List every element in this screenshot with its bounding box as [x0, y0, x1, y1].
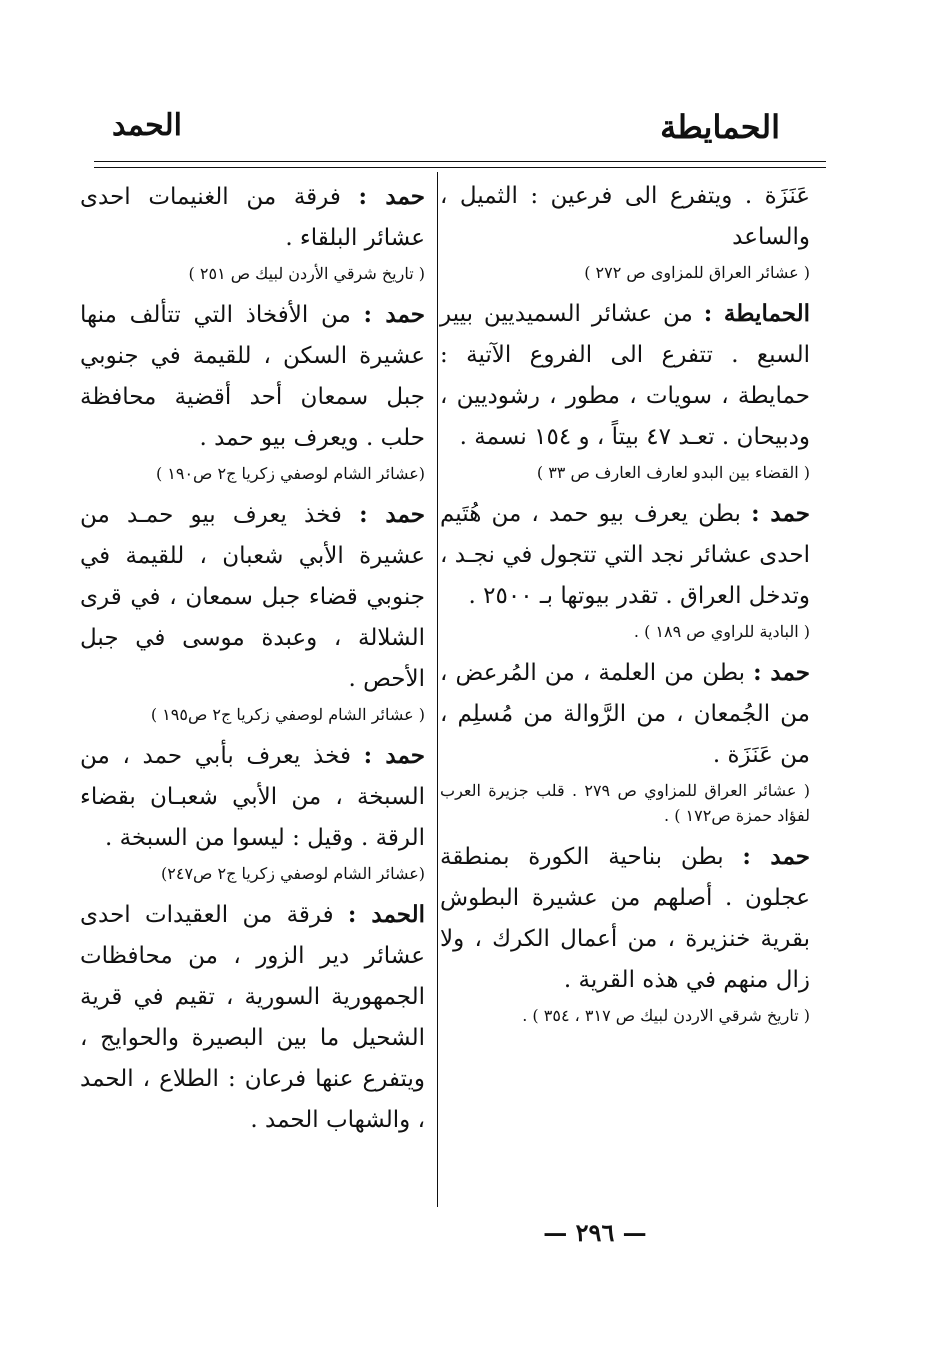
right-column [440, 176, 810, 1036]
entry [440, 293, 810, 485]
entry-citation: ( القضاء بين البدو لعارف العارف ص ٣٣ ) [536, 463, 810, 482]
entry-heading: الحمايطة : [703, 300, 811, 327]
entry-body [80, 294, 425, 459]
entry [440, 836, 810, 1028]
entry [80, 735, 425, 886]
entry-body [80, 494, 425, 700]
entry-body [440, 293, 810, 458]
entry-body [80, 894, 425, 1141]
entry-citation: ( تاريخ شرقي الاردن لبيك ص ٣١٧ ، ٣٥٤ ) . [522, 1006, 810, 1025]
entry-body [440, 493, 810, 617]
entry-text: بطن بناحية الكورة بمنطقة عجلون . أصلهم من عشيرة البطوش بقرية خنزيرة ، من أعمال الكرك ، ولا زال منهم في هذه القرية . [440, 844, 810, 993]
column-divider [437, 172, 438, 1207]
entry-text: من عشائر السميديين بيير السبع . تتفرع الى الفروع الآتية : حمايطة ، سويات ، مطور ، رشوديين ، ودبيحان . تعـد ٤٧ بيتاً ، و ١٥٤ نسمة . [440, 301, 810, 450]
entry-text: فرقة من العقيدات احدى عشائر دير الزور ، من محافظات الجمهورية السورية ، تقيم في قرية الشحيل ما بين البصيرة والحوايج ، ويتفرع عنها فرعان : الطلاع ، الحمد ، والشهاب الحمد . [80, 902, 425, 1133]
entry-heading: حمد : [363, 301, 426, 328]
entry-citation: ( البادية للراوي ص ١٨٩ ) . [633, 622, 810, 641]
entry-citation: ( عشائر العراق للمزاوي ص ٢٧٩ . قلب جزيرة العرب لفؤاد حمزة ص١٧٢ ) . [440, 781, 810, 825]
entry [80, 294, 425, 486]
entry [440, 652, 810, 828]
entry-text: بطن من العلمة ، من المُرعض ، من الجُمعان ، من الرَّوالة من مُسلِم ، من عَنَزَة . [440, 660, 810, 768]
entry-text: عَنَزَة . ويتفرع الى فرعين : الثميل ، والساعد [440, 183, 810, 250]
page-number-text: — ٢٩٦ — [543, 1218, 647, 1247]
entry-heading: حمد : [751, 500, 810, 527]
entry [80, 494, 425, 727]
running-header-right: الحمايطة [660, 108, 780, 146]
entry-citation: (عشائر الشام لوصفي زكريا ج٢ ص١٩٠ ) [155, 464, 425, 483]
entry-heading: حمد : [753, 659, 810, 686]
entry-heading: حمد : [359, 501, 425, 528]
entry-body [440, 652, 810, 776]
entry-heading: الحمد : [347, 901, 425, 928]
entry [440, 493, 810, 644]
entry-text: بطن يعرف بيو حمد ، من هُتَيم احدى عشائر نجد التي تتجول في نجـد ، وتدخل العراق . تقدر بيوتها بـ ٢٥٠٠ . [440, 501, 810, 609]
entry [80, 894, 425, 1141]
entry-citation: ( عشائر الشام لوصفي زكريا ج٢ ص١٩٥ ) [150, 705, 425, 724]
entry-body [440, 176, 810, 258]
entry-heading: حمد : [363, 742, 425, 769]
entry [440, 176, 810, 285]
entry-body [80, 735, 425, 859]
entry [80, 176, 425, 286]
entry-citation: ( تاريخ شرقي الأردن لبيك ص ٢٥١ ) [188, 264, 425, 283]
left-column [80, 176, 425, 1141]
entry-body [440, 836, 810, 1001]
entry-text: من الأفخاذ التي تتألف منها عشيرة السكن ، للقيمة في جنوبي جبل سمعان أحد أقضية محافظة حلب . ويعرف بيو حمد . [80, 302, 425, 451]
entry-heading: حمد : [358, 183, 425, 210]
running-header-left: الحمد [112, 108, 182, 143]
entry-citation: ( عشائر العراق للمزاوى ص ٢٧٢ ) [584, 263, 810, 282]
entry-text: فخذ يعرف بأبي حمد ، من السبخة ، من الأبي شعبـان بقضاء الرقة . وقيل : ليسوا من السبخة . [80, 743, 425, 851]
header-rule-bottom [94, 167, 826, 168]
entry-text: فخذ يعرف بيو حمـد من عشيرة الأبي شعبان ، للقيمة في جنوبي قضاء جبل سمعان ، في قرى الشلالة ، وعبدة موسى في جبل الأحص . [80, 502, 425, 692]
entry-text: فرقة من الغنيمات احدى عشائر البلقاء . [80, 184, 425, 251]
entry-body [80, 176, 425, 259]
header-rule-top [94, 161, 826, 162]
entry-heading: حمد : [742, 843, 810, 870]
entry-citation: (عشائر الشام لوصفي زكريا ج٢ ص٢٤٧) [161, 864, 425, 883]
page-number [0, 1218, 940, 1247]
